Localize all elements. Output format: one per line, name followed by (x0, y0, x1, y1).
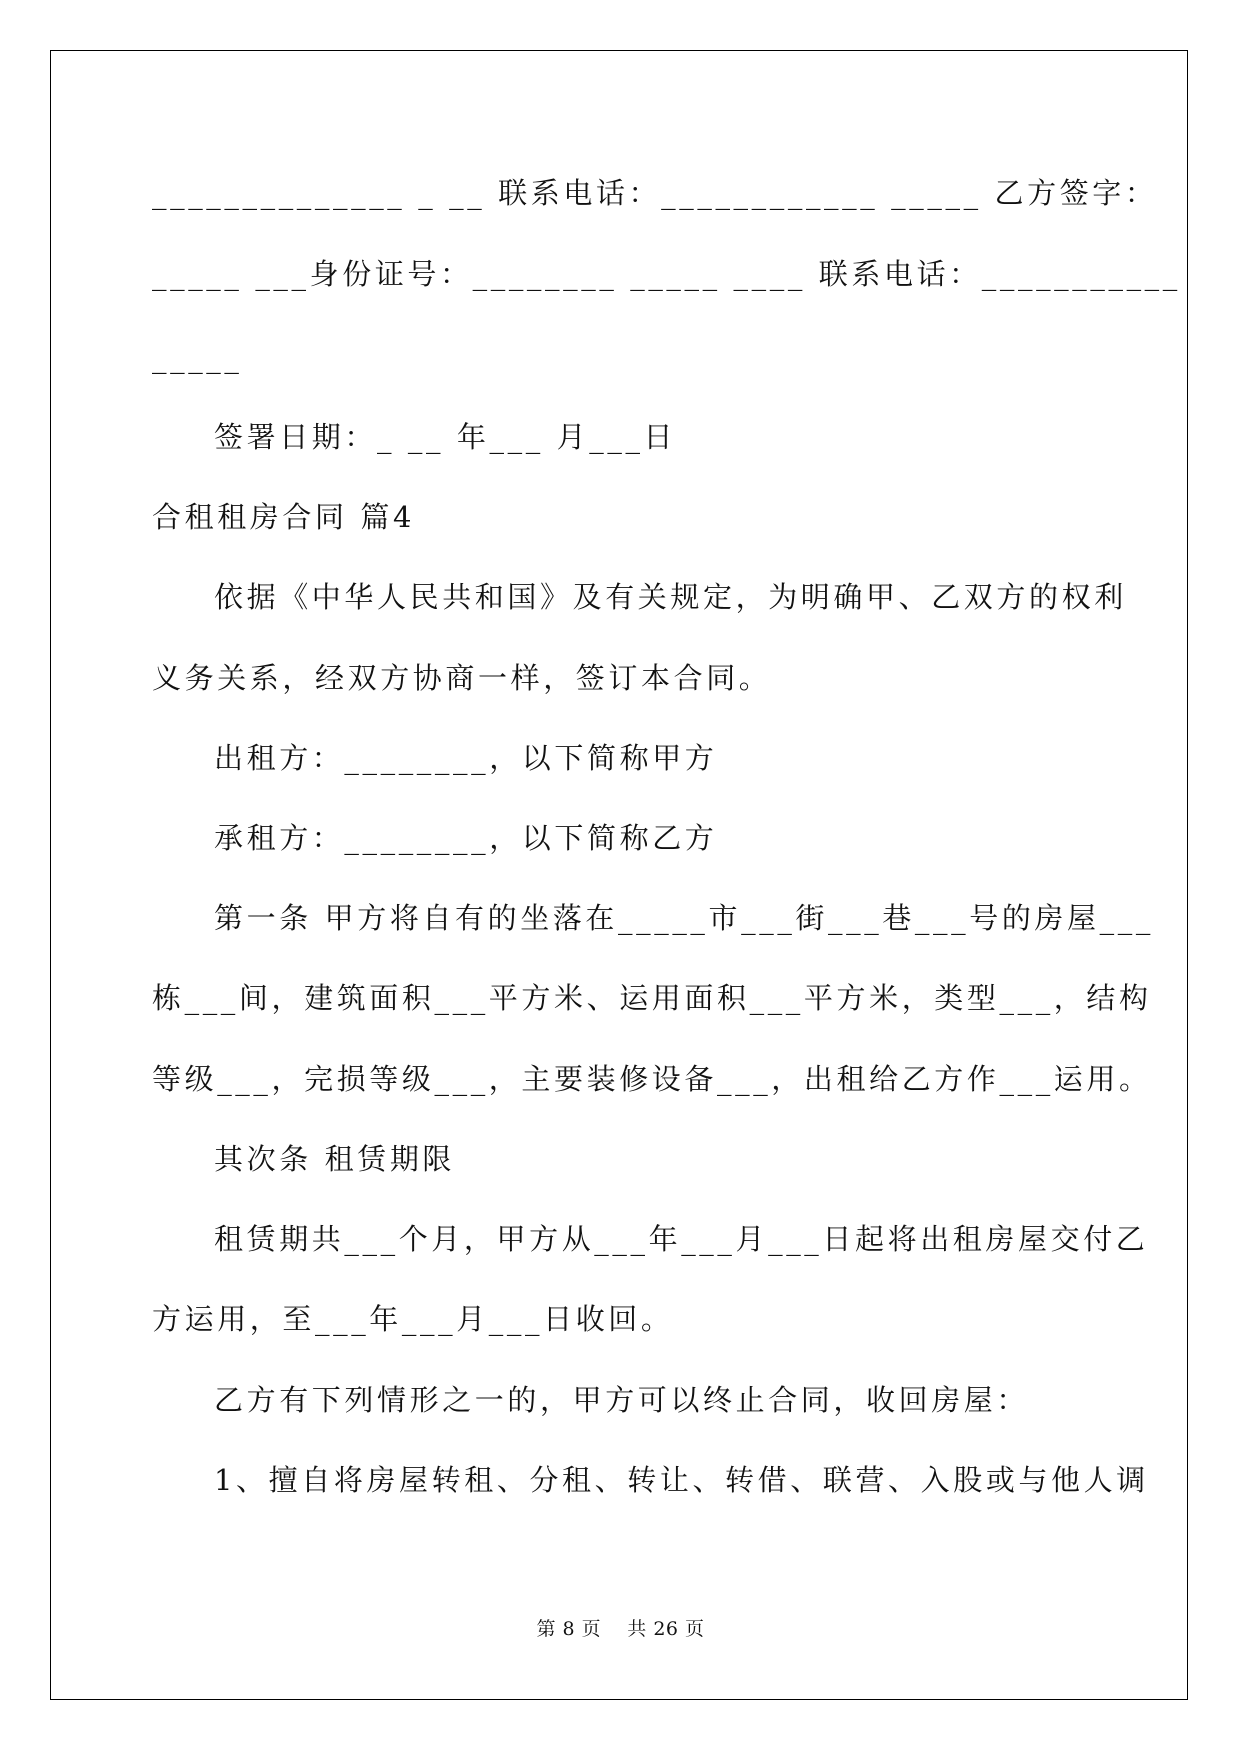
termination-intro: 乙方有下列情形之一的，甲方可以终止合同，收回房屋： (214, 1383, 1030, 1417)
page-border (50, 50, 1188, 1700)
termination-item-1: 1、擅自将房屋转租、分租、转让、转借、联营、入股或与他人调 (214, 1463, 1149, 1497)
signature-line-3: _____ (152, 340, 243, 374)
article-1-line-3: 等级___，完损等级___，主要装修设备___，出租给乙方作___运用。 (152, 1062, 1152, 1096)
signature-line-2: _____ ___身份证号：________ _____ ____ 联系电话：___________ (152, 257, 1181, 291)
section-heading: 合租租房合同 篇4 (152, 500, 416, 534)
page-number-footer: 第 8 页 共 26 页 (536, 1618, 705, 1640)
paragraph-intro-line-2: 义务关系，经双方协商一样，签订本合同。 (152, 661, 772, 695)
signing-date: 签署日期：_ __ 年___ 月___日 (214, 420, 677, 454)
article-1-line-2: 栋___间，建筑面积___平方米、运用面积___平方米，类型___，结构 (152, 981, 1152, 1015)
lease-term-line-1: 租赁期共___个月，甲方从___年___月___日起将出租房屋交付乙 (214, 1222, 1149, 1256)
lessor-line: 出租方：________，以下简称甲方 (214, 741, 718, 775)
article-2-heading: 其次条 租赁期限 (214, 1142, 456, 1176)
lessee-line: 承租方：________，以下简称乙方 (214, 821, 718, 855)
paragraph-intro-line-1: 依据《中华人民共和国》及有关规定，为明确甲、乙双方的权利 (214, 580, 1127, 614)
article-1-line-1: 第一条 甲方将自有的坐落在_____市___街___巷___号的房屋___ (214, 901, 1154, 935)
lease-term-line-2: 方运用，至___年___月___日收回。 (152, 1302, 674, 1336)
signature-line-1: ______________ _ __ 联系电话：____________ _____ 乙方签字： (152, 176, 1158, 210)
